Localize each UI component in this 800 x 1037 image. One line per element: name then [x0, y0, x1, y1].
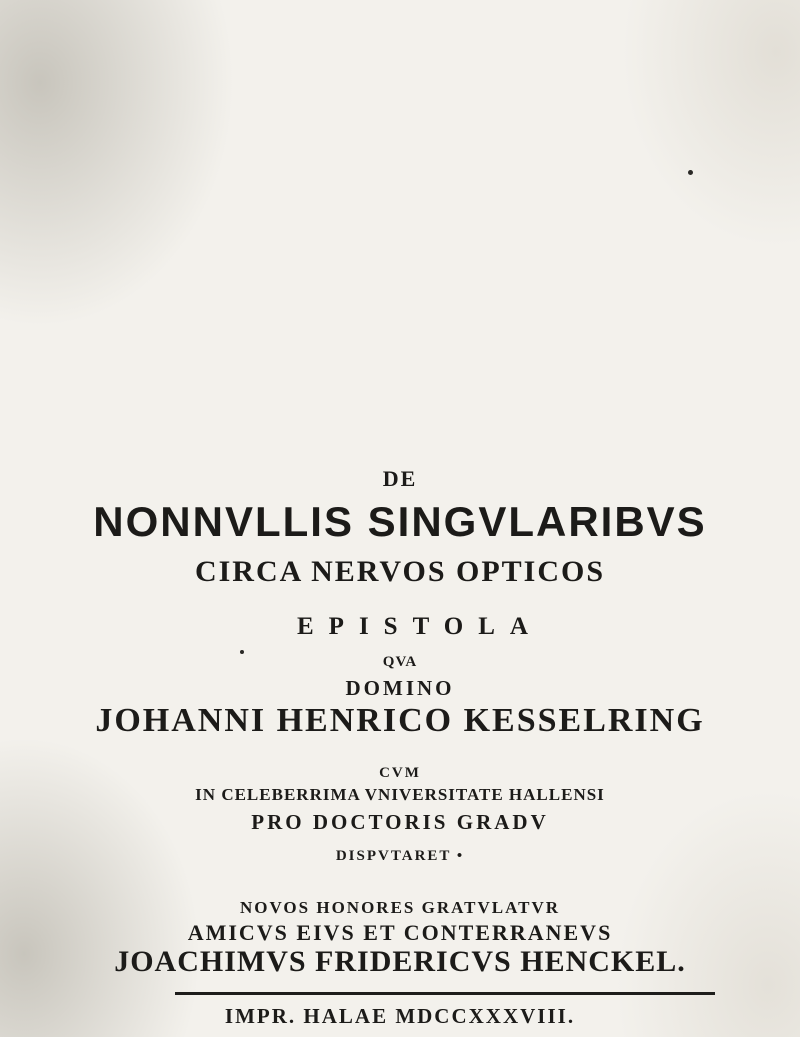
title-de: DE: [382, 466, 418, 491]
disputaret-line: DISPVTARET •: [335, 848, 465, 864]
friend-line: AMICVS EIVS ET CONTERRANEVS: [187, 920, 613, 945]
author-name: JOACHIMVS FRIDERICVS HENCKEL.: [114, 945, 686, 978]
main-title: NONNVLLIS SINGVLARIBVS: [93, 498, 707, 545]
ink-speck: [688, 170, 693, 175]
genre-epistola: EPISTOLA: [297, 613, 543, 640]
word-qua: QVA: [382, 654, 418, 670]
imprint-line: IMPR. HALAE MDCCXXXVIII.: [224, 1004, 576, 1028]
dedicatee-name: JOHANNI HENRICO KESSELRING: [95, 702, 705, 739]
horizontal-rule: [175, 992, 715, 995]
degree-line: PRO DOCTORIS GRADV: [251, 810, 549, 834]
university-line: IN CELEBERRIMA VNIVERSITATE HALLENSI: [195, 785, 605, 804]
subtitle-circa: CIRCA NERVOS OPTICOS: [194, 555, 606, 588]
word-domino: DOMINO: [345, 676, 455, 700]
word-cum: CVM: [379, 765, 421, 781]
congratulation-line: NOVOS HONORES GRATVLATVR: [239, 898, 560, 917]
